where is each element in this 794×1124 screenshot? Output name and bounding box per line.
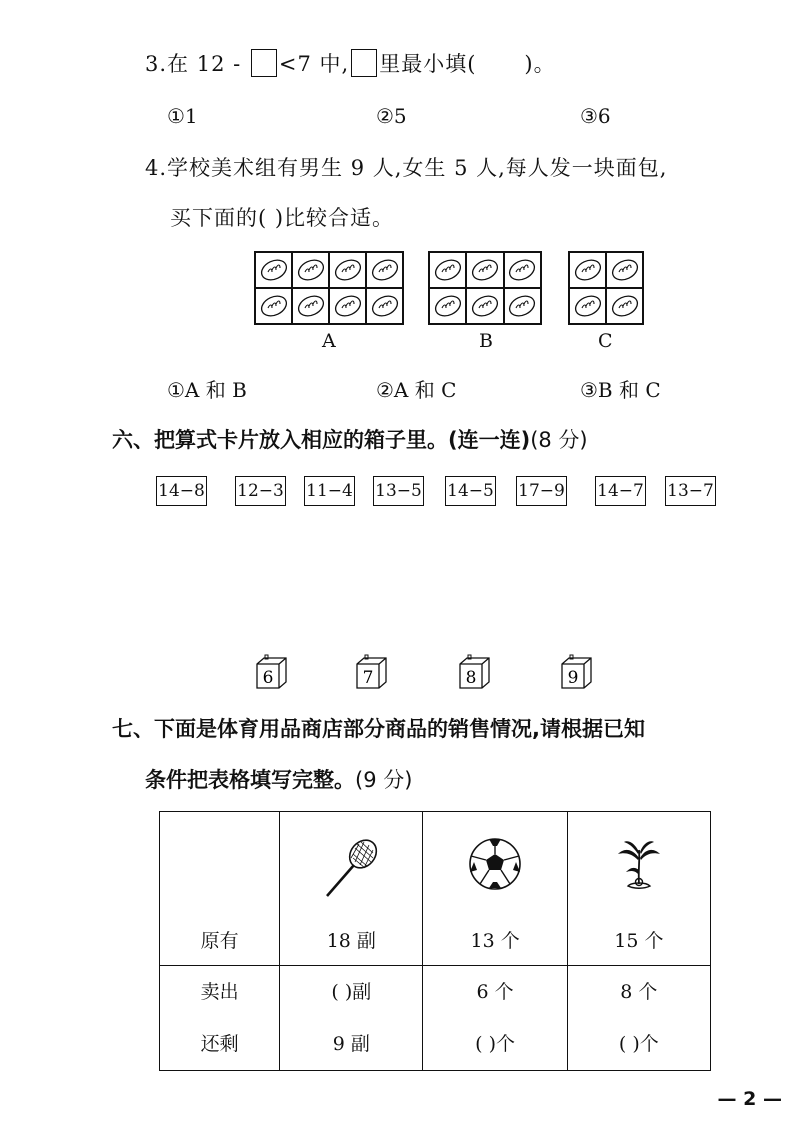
formula-card[interactable]: 12−3: [235, 476, 286, 506]
section-7-title-line2: 条件把表格填写完整。(9 分): [145, 768, 413, 792]
row-label: 还剩: [200, 1033, 239, 1055]
table-cell: [280, 966, 423, 1071]
bread-icon: [292, 252, 329, 288]
q4-line1: 4.学校美术组有男生 9 人,女生 5 人,每人发一块面包,: [145, 156, 668, 180]
cell-value: 6 个: [476, 981, 514, 1003]
cell-value: 15 个: [614, 930, 664, 952]
fill-in-cell[interactable]: ( )个: [475, 1033, 516, 1055]
formula-card[interactable]: 14−5: [445, 476, 496, 506]
bread-icon: [366, 252, 403, 288]
group-label-b: B: [479, 330, 493, 352]
formula-card[interactable]: 11−4: [304, 476, 355, 506]
blank-box[interactable]: [351, 49, 377, 77]
q3-text-c: 里最小填(: [379, 52, 477, 76]
formula-card[interactable]: 14−8: [156, 476, 207, 506]
bread-icon: [366, 288, 403, 324]
sales-table: [159, 811, 711, 1071]
q4-option-1[interactable]: ①A 和 B: [167, 378, 247, 402]
box-number: 7: [362, 668, 374, 688]
number-box-8[interactable]: [458, 654, 492, 694]
blank-box[interactable]: [251, 49, 277, 77]
bread-icon: [329, 288, 366, 324]
box-number: 9: [567, 668, 579, 688]
number-box-7[interactable]: [355, 654, 389, 694]
table-cell: [423, 812, 567, 966]
table-cell: [160, 966, 280, 1071]
formula-card[interactable]: 17−9: [516, 476, 567, 506]
group-label-a: A: [322, 330, 336, 352]
bread-icon: [504, 288, 541, 324]
bread-icon: [429, 252, 466, 288]
bread-group-b: [428, 251, 542, 325]
q3-option-3[interactable]: ③6: [580, 104, 611, 128]
box-number: 8: [465, 668, 477, 688]
number-box-9[interactable]: [560, 654, 594, 694]
q3-text-a: 在 12 -: [167, 52, 242, 76]
fill-in-cell[interactable]: ( )个: [618, 1033, 659, 1055]
fill-in-cell[interactable]: ( )副: [331, 981, 372, 1003]
q3-text-b: <7 中,: [278, 52, 350, 76]
section-7-title: 七、下面是体育用品商店部分商品的销售情况,请根据已知: [112, 717, 645, 741]
bread-icon: [606, 288, 643, 324]
soccer-ball-icon: [423, 836, 566, 902]
row-label: 卖出: [200, 981, 239, 1003]
table-cell: [567, 966, 710, 1071]
q3-option-1[interactable]: ①1: [167, 104, 198, 128]
bread-icon: [429, 288, 466, 324]
table-cell: [423, 966, 567, 1071]
formula-card[interactable]: 13−7: [665, 476, 716, 506]
formula-card[interactable]: 13−5: [373, 476, 424, 506]
bread-group-a: [254, 251, 404, 325]
table-cell: [160, 812, 280, 966]
bread-icon: [466, 252, 503, 288]
bread-icon: [292, 288, 329, 324]
bread-icon: [569, 252, 606, 288]
cell-value: 9 副: [332, 1033, 370, 1055]
table-cell: [280, 812, 423, 966]
bread-icon: [504, 252, 541, 288]
badminton-racket-icon: [280, 836, 422, 902]
q4-option-3[interactable]: ③B 和 C: [580, 378, 661, 402]
box-number: 6: [262, 668, 274, 688]
shuttlecock-icon: [568, 836, 710, 902]
table-cell: [567, 812, 710, 966]
bread-group-c: [568, 251, 644, 325]
bread-icon: [255, 252, 292, 288]
group-label-c: C: [598, 330, 613, 352]
section-6-title: 六、把算式卡片放入相应的箱子里。(连一连)(8 分): [112, 428, 588, 452]
bread-icon: [255, 288, 292, 324]
q3-text-d: )。: [524, 52, 556, 76]
q3-option-2[interactable]: ②5: [376, 104, 407, 128]
formula-card[interactable]: 14−7: [595, 476, 646, 506]
bread-icon: [466, 288, 503, 324]
bread-icon: [329, 252, 366, 288]
bread-icon: [569, 288, 606, 324]
cell-value: 18 副: [326, 930, 376, 952]
cell-value: 13 个: [470, 930, 520, 952]
table-row: [160, 966, 711, 1071]
number-box-6[interactable]: [255, 654, 289, 694]
q4-option-2[interactable]: ②A 和 C: [376, 378, 457, 402]
row-label: 原有: [200, 930, 239, 952]
q4-line2: 买下面的( )比较合适。: [170, 206, 395, 230]
question-3: 3.在 12 - <7 中, 里最小填( )。: [145, 48, 556, 78]
page-number: — 2 —: [717, 1088, 782, 1110]
table-row-header: [160, 812, 711, 966]
bread-icon: [606, 252, 643, 288]
cell-value: 8 个: [620, 981, 658, 1003]
